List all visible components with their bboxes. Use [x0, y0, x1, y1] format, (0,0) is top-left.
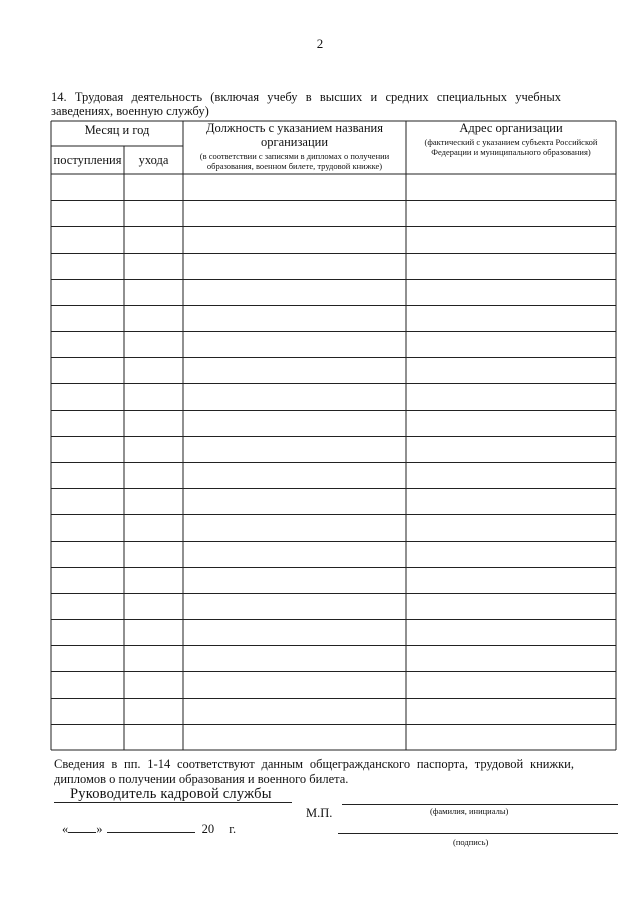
section-title-line1: 14. Трудовая деятельность (включая учебу в высших и средних специальных учебных — [51, 90, 561, 104]
section-title-line2: заведениях, военную службу) — [51, 104, 209, 118]
header-exit: ухода — [138, 153, 169, 167]
date-open-quote: « — [62, 822, 69, 836]
header-position-note-line1: (в соответствии с записями в дипломах о получении — [199, 151, 390, 161]
header-address-note — [406, 137, 616, 157]
footer-statement — [54, 757, 574, 787]
date-field — [62, 822, 236, 837]
page-number: 2 — [316, 36, 324, 51]
header-position-line2: организации — [260, 135, 329, 149]
hr-head-underline — [54, 802, 292, 803]
caption-name: (фамилия, инициалы) — [430, 806, 509, 816]
signature-line[interactable] — [338, 833, 618, 834]
header-address-note-line1: (фактический с указанием субъекта Российской — [424, 137, 598, 147]
date-year-suffix: г. — [229, 822, 237, 836]
table-grid-lines — [51, 121, 616, 750]
header-position-note — [183, 151, 406, 171]
date-day-blank[interactable] — [68, 832, 96, 833]
header-position — [183, 121, 406, 149]
header-position-line1: Должность с указанием названия — [206, 121, 383, 135]
header-address: Адрес организации — [459, 121, 563, 135]
table-rows — [51, 201, 616, 725]
header-entry: поступления — [53, 153, 122, 167]
name-line[interactable] — [342, 804, 618, 805]
footer-statement-line1: Сведения в пп. 1-14 соответствуют данным общегражданского паспорта, трудовой книжки, — [54, 757, 574, 771]
date-month-blank[interactable] — [107, 832, 195, 833]
stamp-placeholder: М.П. — [306, 806, 333, 820]
date-year-prefix: 20 — [201, 822, 215, 836]
header-address-note-line2: Федерации и муниципального образования) — [431, 147, 591, 157]
header-month-year: Месяц и год — [84, 123, 150, 137]
date-close-quote: » — [96, 822, 103, 836]
header-position-note-line2: образования, военном билете, трудовой книжке) — [206, 161, 383, 171]
hr-head-label: Руководитель кадровой службы — [70, 786, 272, 802]
caption-signature: (подпись) — [453, 837, 489, 847]
footer-statement-line2: дипломов о получении образования и военного билета. — [54, 772, 349, 786]
